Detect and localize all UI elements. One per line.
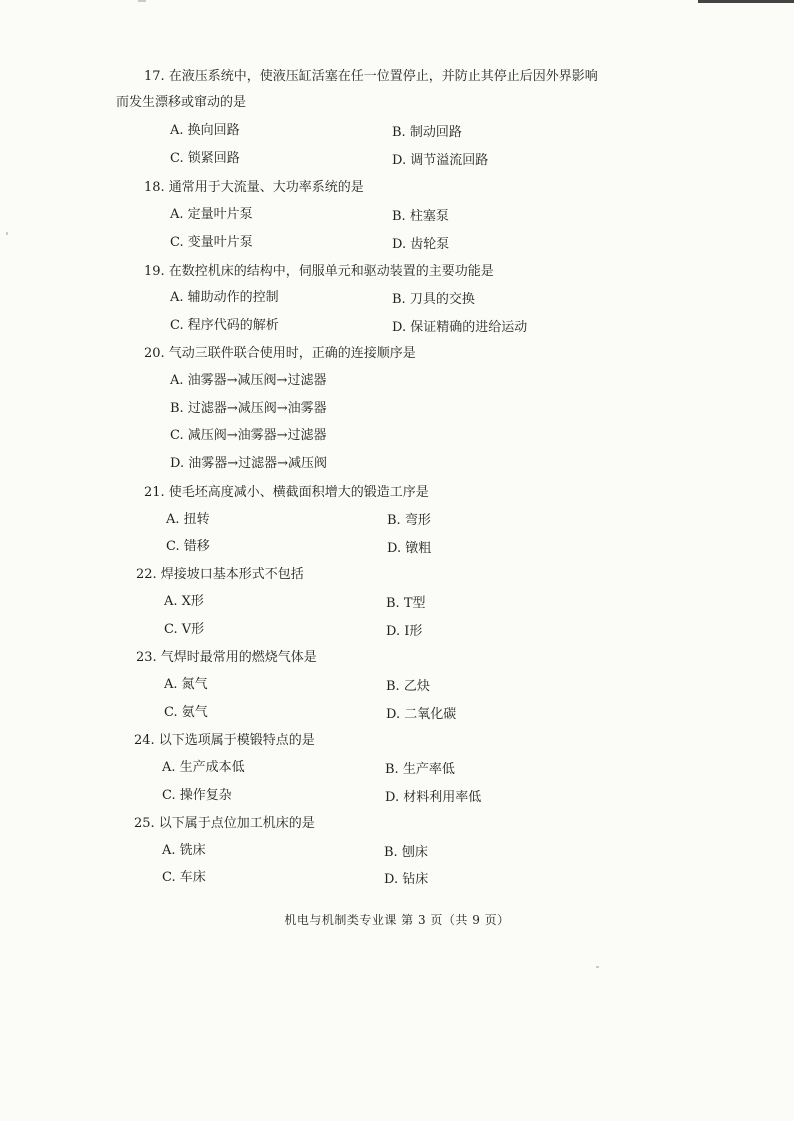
option-a: A. 铣床 — [162, 843, 206, 858]
option-d: D. 钻床 — [384, 872, 429, 887]
option-d: D. 保证精确的进给运动 — [392, 320, 528, 335]
option-c: C. 减压阀→油雾器→过滤器 — [170, 428, 327, 443]
option-a: A. 定量叶片泵 — [170, 207, 253, 222]
option-c: C. 氨气 — [164, 705, 208, 720]
option-c: C. 变量叶片泵 — [170, 235, 253, 250]
page-footer: 机电与机制类专业课 第 3 页（共 9 页） — [284, 913, 510, 927]
scan-speck — [138, 0, 146, 2]
option-a: A. 生产成本低 — [162, 760, 245, 775]
option-a: A. 换向回路 — [170, 123, 240, 138]
scan-speck — [6, 232, 8, 235]
option-b: B. 刀具的交换 — [392, 292, 475, 307]
option-b: B. T型 — [386, 596, 426, 611]
option-b: B. 柱塞泵 — [392, 209, 449, 224]
question-stem-continuation: 而发生漂移或窜动的是 — [116, 95, 247, 110]
option-b: B. 弯形 — [387, 513, 431, 528]
option-d: D. 油雾器→过滤器→减压阀 — [170, 456, 328, 471]
option-a: A. 油雾器→减压阀→过滤器 — [170, 373, 327, 388]
question-stem: 25. 以下属于点位加工机床的是 — [134, 816, 315, 831]
option-d: D. I形 — [386, 624, 423, 639]
question-stem: 17. 在液压系统中，使液压缸活塞在任一位置停止，并防止其停止后因外界影响 — [144, 69, 598, 84]
option-a: A. 氮气 — [164, 677, 208, 692]
option-a: A. 辅助动作的控制 — [170, 290, 279, 305]
option-d: D. 齿轮泵 — [392, 237, 450, 252]
option-c: C. 操作复杂 — [162, 788, 232, 803]
question-stem: 22. 焊接坡口基本形式不包括 — [136, 567, 304, 582]
option-b: B. 乙炔 — [386, 679, 430, 694]
scan-speck — [596, 966, 599, 968]
option-d: D. 调节溢流回路 — [392, 153, 489, 168]
option-a: A. X形 — [164, 594, 204, 609]
question-stem: 23. 气焊时最常用的燃烧气体是 — [136, 650, 317, 665]
option-c: C. V形 — [164, 622, 205, 637]
option-d: D. 镦粗 — [387, 541, 432, 556]
option-c: C. 锁紧回路 — [170, 151, 240, 166]
option-d: D. 二氧化碳 — [386, 707, 457, 722]
question-stem: 18. 通常用于大流量、大功率系统的是 — [144, 180, 364, 195]
option-b: B. 制动回路 — [392, 125, 462, 140]
question-stem: 20. 气动三联件联合使用时，正确的连接顺序是 — [144, 346, 416, 361]
option-b: B. 刨床 — [384, 845, 428, 860]
option-d: D. 材料利用率低 — [385, 790, 482, 805]
option-c: C. 程序代码的解析 — [170, 318, 279, 333]
option-b: B. 过滤器→减压阀→油雾器 — [170, 401, 327, 416]
question-stem: 24. 以下选项属于模锻特点的是 — [134, 733, 315, 748]
option-b: B. 生产率低 — [385, 762, 455, 777]
option-a: A. 扭转 — [166, 512, 210, 527]
question-stem: 21. 使毛坯高度减小、横截面积增大的锻造工序是 — [144, 485, 429, 500]
option-c: C. 错移 — [166, 539, 210, 554]
scan-edge-mark — [698, 0, 794, 3]
option-c: C. 车床 — [162, 870, 206, 885]
question-stem: 19. 在数控机床的结构中，伺服单元和驱动装置的主要功能是 — [144, 264, 494, 279]
